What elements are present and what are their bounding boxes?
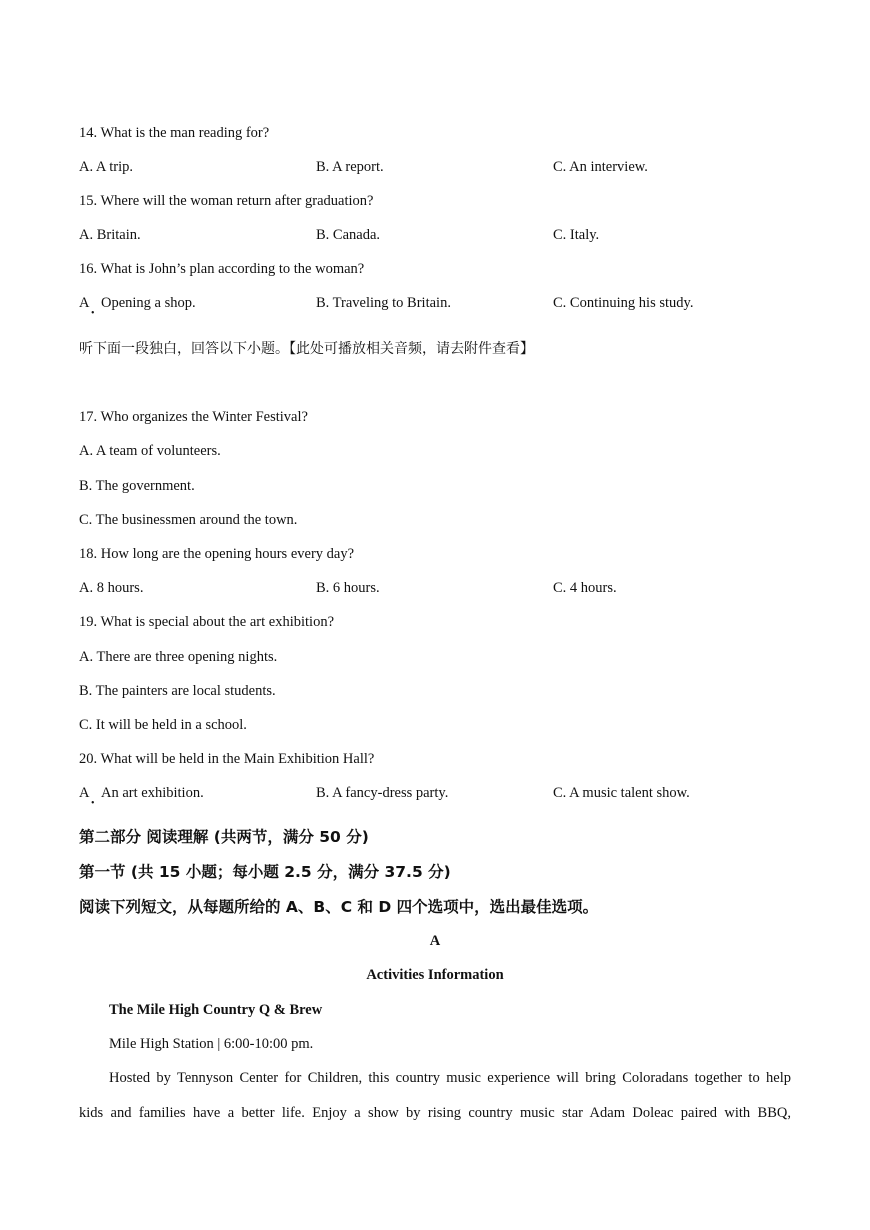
passage-line-2: kids and families have a better life. Enjoy a show by rising country music star Adam Doleac paired with BBQ, (79, 1105, 791, 1121)
q17-option-b: B. The government. (79, 478, 195, 494)
part2-heading: 第二部分 阅读理解 (共两节，满分 50 分) (79, 828, 369, 846)
q20-option-c: C. A music talent show. (553, 785, 690, 801)
event-name: The Mile High Country Q & Brew (109, 1002, 323, 1018)
event-details: Mile High Station | 6:00-10:00 pm. (109, 1036, 314, 1052)
q17-option-a: A. A team of volunteers. (79, 443, 221, 459)
passage-title: Activities Information (366, 967, 504, 983)
q19-option-c: C. It will be held in a school. (79, 717, 247, 733)
q18-option-b: B. 6 hours. (316, 580, 380, 596)
q20-option-a-letter: A (79, 785, 90, 801)
passage-line-1: Hosted by Tennyson Center for Children, this country music experience will bring Coloradans together to help (109, 1070, 791, 1086)
q14-option-a: A. A trip. (79, 159, 133, 175)
q18-option-a: A. 8 hours. (79, 580, 144, 596)
q20-option-a-text: An art exhibition. (101, 785, 204, 801)
q14-option-c: C. An interview. (553, 159, 648, 175)
q20-option-b: B. A fancy-dress party. (316, 785, 449, 801)
q17-option-c: C. The businessmen around the town. (79, 512, 298, 528)
emphasis-dot-icon: • (91, 308, 95, 319)
question-19: 19. What is special about the art exhibition? (79, 614, 335, 630)
q14-option-b: B. A report. (316, 159, 384, 175)
q16-option-c: C. Continuing his study. (553, 295, 694, 311)
q15-option-b: B. Canada. (316, 227, 381, 243)
q18-option-c: C. 4 hours. (553, 580, 617, 596)
q19-option-a: A. There are three opening nights. (79, 649, 278, 665)
q15-option-c: C. Italy. (553, 227, 600, 243)
question-18: 18. How long are the opening hours every day? (79, 546, 355, 562)
q16-option-a-text: Opening a shop. (101, 295, 196, 311)
question-20: 20. What will be held in the Main Exhibition Hall? (79, 751, 375, 767)
question-15: 15. Where will the woman return after graduation? (79, 193, 374, 209)
monologue-instruction: 听下面一段独白，回答以下小题。【此处可播放相关音频，请去附件查看】 (79, 341, 534, 357)
question-14: 14. What is the man reading for? (79, 125, 270, 141)
q19-option-b: B. The painters are local students. (79, 683, 276, 699)
section1-heading: 第一节 (共 15 小题；每小题 2.5 分，满分 37.5 分) (79, 863, 451, 881)
question-17: 17. Who organizes the Winter Festival? (79, 409, 308, 425)
q15-option-a: A. Britain. (79, 227, 141, 243)
emphasis-dot-icon: • (91, 798, 95, 809)
q16-option-a-letter: A (79, 295, 90, 311)
passage-letter: A (429, 933, 441, 949)
reading-instruction: 阅读下列短文，从每题所给的 A、B、C 和 D 四个选项中，选出最佳选项。 (79, 898, 599, 916)
q16-option-b: B. Traveling to Britain. (316, 295, 451, 311)
question-16: 16. What is John’s plan according to the woman? (79, 261, 365, 277)
